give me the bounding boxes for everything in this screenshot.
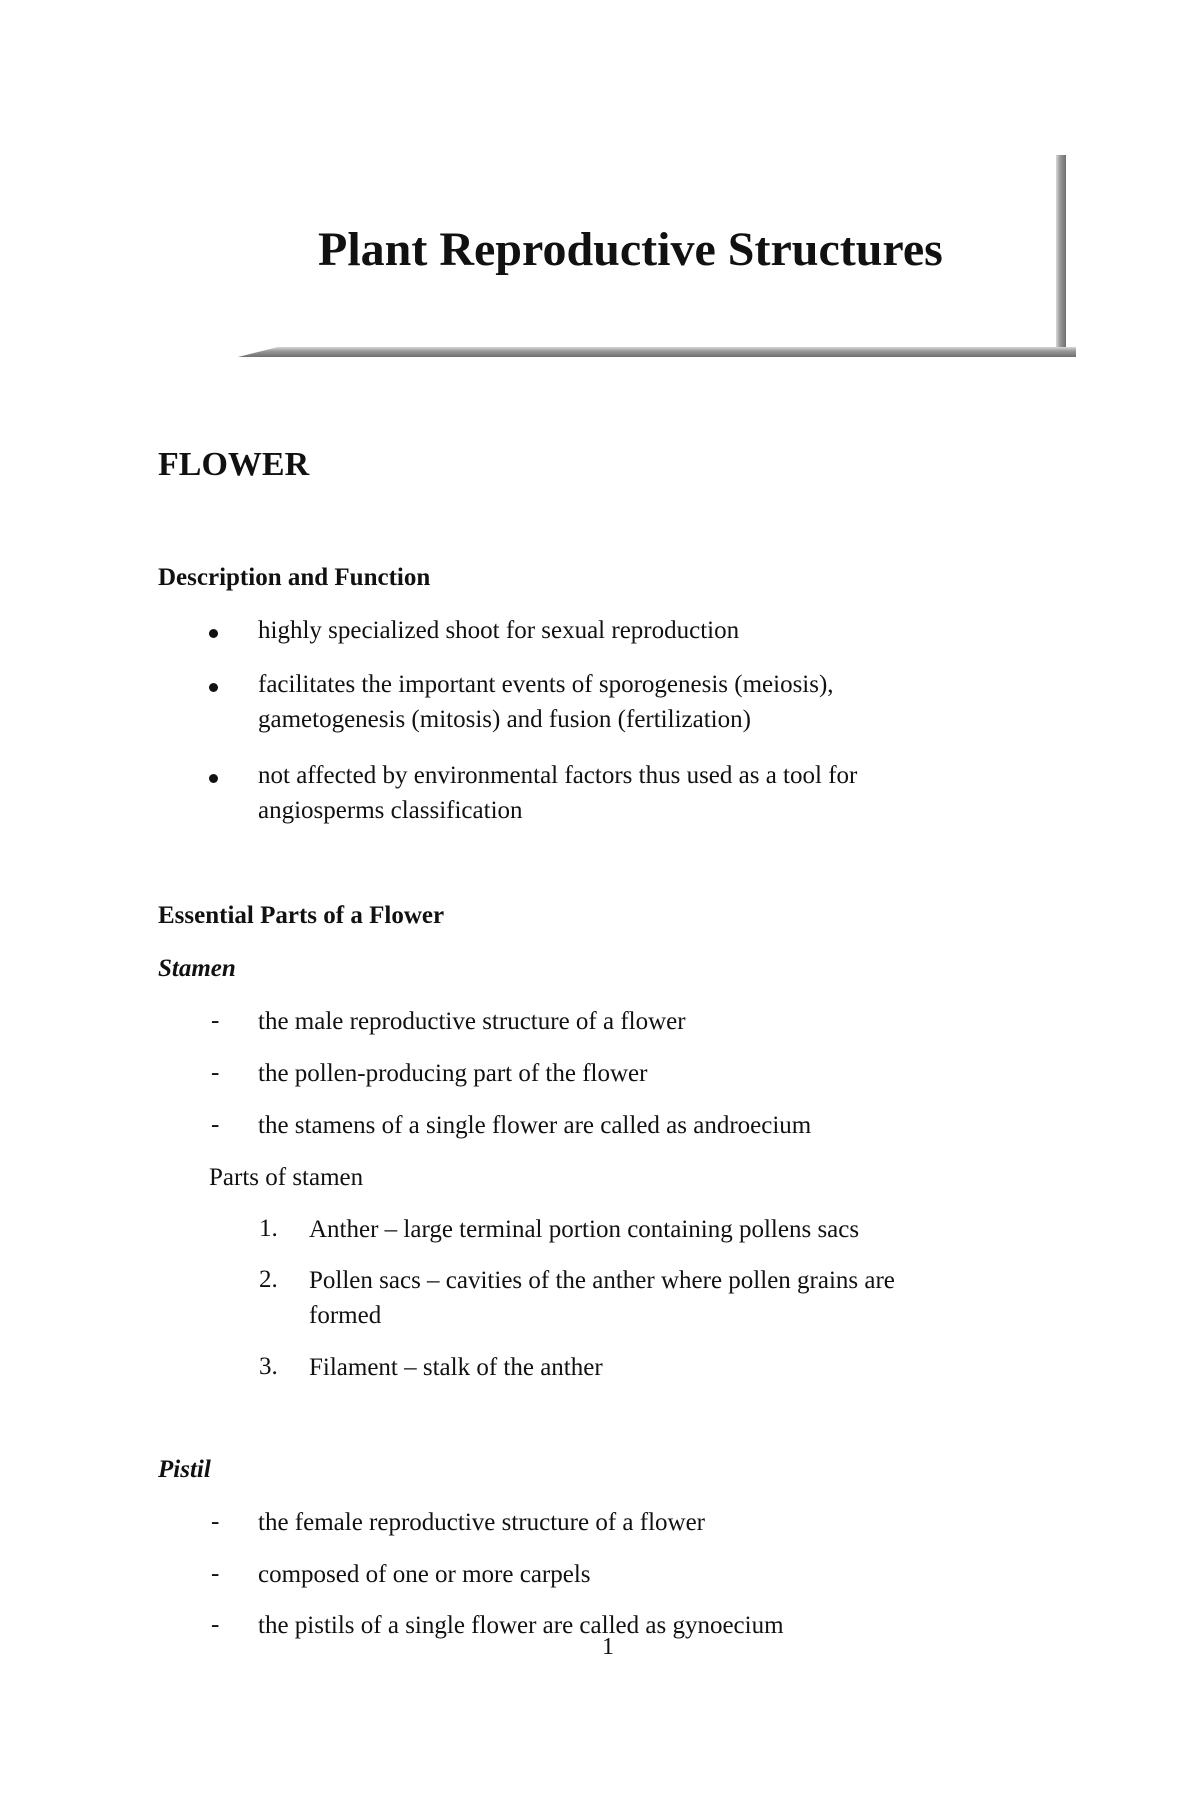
stamen-part-2-line-2: formed [309,1302,382,1329]
stamen-parts-label: Parts of stamen [209,1164,364,1191]
pistil-point-3: the pistils of a single flower are called as gynoecium [258,1612,784,1639]
title-frame-shadow-bottom [238,347,1076,357]
description-heading: Description and Function [158,564,431,591]
bullet-icon [209,629,218,638]
dash-marker: - [211,1611,220,1638]
stamen-part-1: Anther – large terminal portion containing pollens sacs [309,1216,860,1243]
dash-marker: - [211,1059,220,1086]
stamen-part-2-line-1: Pollen sacs – cavities of the anther where pollen grains are [309,1267,895,1294]
stamen-part-3: Filament – stalk of the anther [309,1354,603,1381]
description-bullet-2-line-2: gametogenesis (mitosis) and fusion (fertilization) [258,706,751,733]
description-bullet-2-line-1: facilitates the important events of sporogenesis (meiosis), [258,671,834,698]
stamen-point-1: the male reproductive structure of a flower [258,1008,686,1035]
title-frame-shadow-right [1056,155,1066,357]
stamen-heading: Stamen [158,955,236,982]
list-number: 3. [259,1353,278,1380]
stamen-point-2: the pollen-producing part of the flower [258,1060,648,1087]
description-bullet-3-line-2: angiosperms classification [258,797,523,824]
section-heading: FLOWER [158,446,310,483]
dash-marker: - [211,1007,220,1034]
dash-marker: - [211,1560,220,1587]
stamen-point-3: the stamens of a single flower are called as androecium [258,1112,812,1139]
pistil-heading: Pistil [158,1456,211,1483]
list-number: 2. [259,1266,278,1293]
dash-marker: - [211,1508,220,1535]
dash-marker: - [211,1111,220,1138]
bullet-icon [209,683,218,692]
pistil-point-2: composed of one or more carpels [258,1561,591,1588]
description-bullet-1: highly specialized shoot for sexual reproduction [258,617,740,644]
document-title: Plant Reproductive Structures [318,223,943,276]
pistil-point-1: the female reproductive structure of a flower [258,1509,706,1536]
bullet-icon [209,774,218,783]
description-bullet-3-line-1: not affected by environmental factors thus used as a tool for [258,762,858,789]
page-number: 1 [602,1634,614,1660]
list-number: 1. [259,1215,278,1242]
essential-parts-heading: Essential Parts of a Flower [158,902,445,929]
